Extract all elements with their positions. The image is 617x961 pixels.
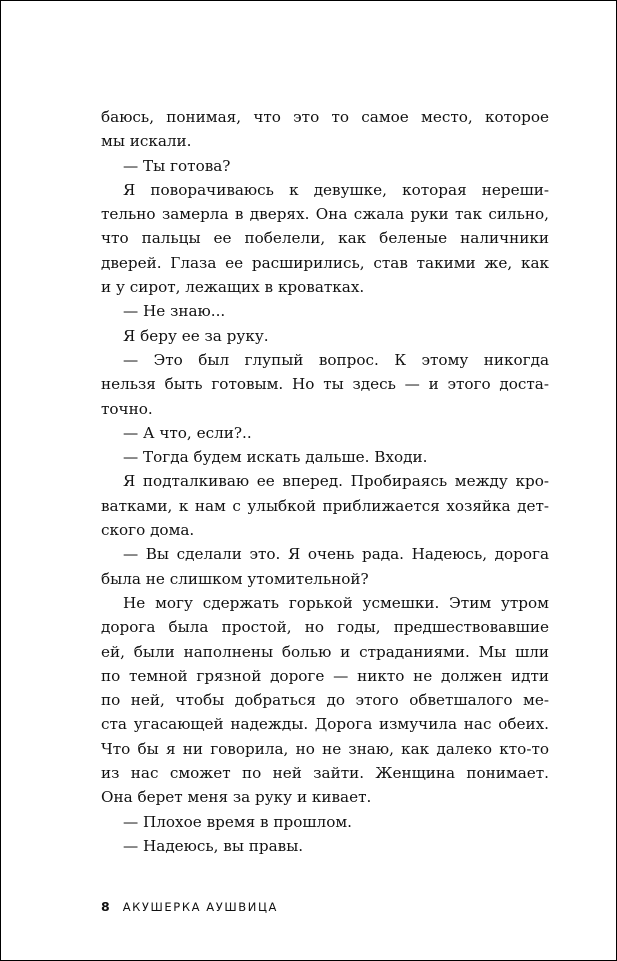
text-line: нельзя быть готовым. Но ты здесь — и этого доста-: [101, 375, 549, 394]
text-line: баюсь, понимая, что это то самое место, которое: [101, 108, 549, 126]
text-line: что пальцы ее побелели, как беленые наличники: [101, 229, 549, 248]
text-line: дверей. Глаза ее расширились, став такими же, как: [101, 253, 549, 272]
text-line: Я беру ее за руку.: [123, 326, 269, 345]
text-line: по темной грязной дороге — никто не должен идти: [101, 666, 549, 685]
text-line: Я подталкиваю ее вперед. Пробираясь между кро-: [123, 472, 549, 491]
text-line: из нас сможет по ней зайти. Женщина понимает.: [101, 764, 549, 783]
text-line: Она берет меня за руку и кивает.: [101, 788, 372, 807]
text-line: — Ты готова?: [123, 156, 231, 175]
text-line: дорога была простой, но годы, предшествовавшие: [101, 618, 549, 637]
text-line: ей, были наполнены болью и страданиями. Мы шли: [101, 642, 549, 661]
page-footer: [101, 899, 278, 914]
text-line: ского дома.: [101, 521, 195, 540]
running-title: АКУШЕРКА АУШВИЦА: [122, 900, 278, 914]
text-line: ватками, к нам с улыбкой приближается хозяйка дет-: [101, 496, 549, 515]
page-number: 8: [101, 899, 110, 914]
text-line: Я поворачиваюсь к девушке, которая нереши-: [123, 180, 549, 199]
text-line: — Тогда будем искать дальше. Входи.: [123, 448, 428, 467]
text-line: была не слишком утомительной?: [101, 569, 369, 588]
text-line: мы искали.: [101, 132, 192, 151]
text-line: точно.: [101, 399, 153, 418]
text-line: — Вы сделали это. Я очень рада. Надеюсь, дорога: [123, 545, 549, 564]
text-line: — Это был глупый вопрос. К этому никогда: [123, 350, 549, 369]
text-line: и у сирот, лежащих в кроватках.: [101, 278, 365, 297]
text-line: — Надеюсь, вы правы.: [123, 836, 304, 855]
text-line: — А что, если?..: [123, 423, 252, 442]
text-line: Что бы я ни говорила, но не знаю, как далеко кто-то: [101, 739, 549, 758]
text-line: — Не знаю...: [123, 302, 226, 321]
text-line: Не могу сдержать горькой усмешки. Этим утром: [123, 593, 549, 612]
text-line: по ней, чтобы добраться до этого обветшалого ме-: [101, 691, 549, 710]
text-line: — Плохое время в прошлом.: [123, 812, 352, 831]
text-line: тельно замерла в дверях. Она сжала руки так сильно,: [101, 205, 549, 224]
text-line: ста угасающей надежды. Дорога измучила нас обеих.: [101, 715, 549, 734]
body-text: [101, 105, 549, 858]
